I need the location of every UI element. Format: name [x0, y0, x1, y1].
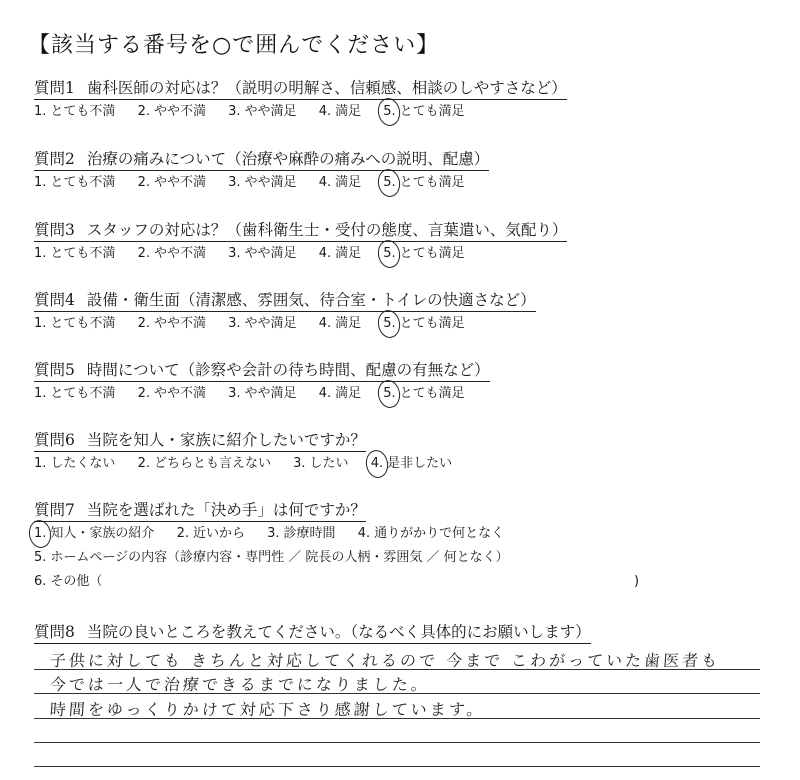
- q2-option-2[interactable]: 2. やや不満: [137, 175, 206, 190]
- q6-option-3[interactable]: 3. したい: [293, 456, 349, 471]
- q6-option-1[interactable]: 1. したくない: [34, 456, 116, 471]
- question-7-options-row-2: [34, 548, 764, 568]
- q6-option-2[interactable]: 2. どちらとも言えない: [137, 456, 271, 471]
- q4-option-4[interactable]: 4. 満足: [318, 316, 362, 331]
- question-2: [34, 149, 764, 193]
- q5-option-1[interactable]: 1. とても不満: [34, 386, 116, 401]
- question-4: [34, 290, 764, 334]
- handwritten-answer-line-2: 今では一人で治療できるまでになりました。: [49, 675, 431, 694]
- question-7-options-row-3: [34, 572, 764, 592]
- question-5: [34, 360, 764, 404]
- question-7: [34, 500, 764, 592]
- q3-option-2[interactable]: 2. やや不満: [137, 246, 206, 261]
- question-1-title: 質問1 歯科医師の対応は？（説明の明解さ、信頼感、相談のしやすさなど）: [34, 78, 567, 100]
- q2-option-3[interactable]: 3. やや満足: [228, 175, 297, 190]
- q3-option-5-selected[interactable]: 5. とても満足: [383, 244, 464, 264]
- answer-line-5: [34, 766, 760, 767]
- question-4-title: 質問4 設備・衛生面（清潔感、雰囲気、待合室・トイレの快適さなど）: [34, 290, 536, 312]
- q1-option-4[interactable]: 4. 満足: [318, 104, 362, 119]
- question-8: [34, 622, 764, 644]
- question-1: [34, 78, 764, 122]
- q7-option-1-selected[interactable]: 1. 知人・家族の紹介: [34, 524, 154, 544]
- q1-option-5-selected[interactable]: 5. とても満足: [383, 102, 464, 122]
- q1-option-2[interactable]: 2. やや不満: [137, 104, 206, 119]
- q2-option-5-selected[interactable]: 5. とても満足: [383, 173, 464, 193]
- question-3-options: [34, 244, 764, 264]
- question-3: [34, 220, 764, 264]
- q4-option-2[interactable]: 2. やや不満: [137, 316, 206, 331]
- q3-option-1[interactable]: 1. とても不満: [34, 246, 116, 261]
- instruction-header: 【該当する番号を○で囲んでください】: [28, 33, 440, 58]
- question-2-title: 質問2 治療の痛みについて（治療や麻酔の痛みへの説明、配慮）: [34, 149, 489, 171]
- q7-option-5[interactable]: 5. ホームページの内容（診療内容・専門性 ／ 院長の人柄・雰囲気 ／ 何となく）: [34, 550, 509, 565]
- q5-option-4[interactable]: 4. 満足: [318, 386, 362, 401]
- q4-option-1[interactable]: 1. とても不満: [34, 316, 116, 331]
- q7-option-6[interactable]: 6. その他（: [34, 574, 103, 589]
- question-6-options: [34, 454, 764, 474]
- question-2-options: [34, 173, 764, 193]
- q3-option-3[interactable]: 3. やや満足: [228, 246, 297, 261]
- q7-other-close-paren: ): [634, 574, 640, 589]
- question-1-options: [34, 102, 764, 122]
- q7-option-2[interactable]: 2. 近いから: [176, 526, 245, 541]
- q7-option-4[interactable]: 4. 通りがかりで何となく: [357, 526, 505, 541]
- q4-option-5-selected[interactable]: 5. とても満足: [383, 314, 464, 334]
- question-4-options: [34, 314, 764, 334]
- question-8-title: 質問8 当院の良いところを教えてください。（なるべく具体的にお願いします）: [34, 622, 591, 644]
- q4-option-3[interactable]: 3. やや満足: [228, 316, 297, 331]
- q3-option-4[interactable]: 4. 満足: [318, 246, 362, 261]
- q5-option-3[interactable]: 3. やや満足: [228, 386, 297, 401]
- answer-line-4: [34, 742, 760, 743]
- question-5-title: 質問5 時間について（診察や会計の待ち時間、配慮の有無など）: [34, 360, 490, 382]
- question-6: [34, 430, 764, 474]
- question-5-options: [34, 384, 764, 404]
- handwritten-answer-line-3: 時間をゆっくりかけて対応下さり感謝しています。: [49, 700, 487, 719]
- handwritten-answer-line-1: 子供に対しても きちんと対応してくれるので 今まで こわがっていた歯医者も: [49, 651, 721, 670]
- q1-option-1[interactable]: 1. とても不満: [34, 104, 116, 119]
- q6-option-4-selected[interactable]: 4. 是非したい: [371, 454, 452, 474]
- q2-option-1[interactable]: 1. とても不満: [34, 175, 116, 190]
- q7-option-3[interactable]: 3. 診療時間: [267, 526, 336, 541]
- question-7-options-row-1: [34, 524, 764, 544]
- q1-option-3[interactable]: 3. やや満足: [228, 104, 297, 119]
- question-7-title: 質問7 当院を選ばれた「決め手」は何ですか？: [34, 500, 366, 522]
- q5-option-5-selected[interactable]: 5. とても満足: [383, 384, 464, 404]
- question-6-title: 質問6 当院を知人・家族に紹介したいですか？: [34, 430, 366, 452]
- question-3-title: 質問3 スタッフの対応は？（歯科衛生士・受付の態度、言葉遣い、気配り）: [34, 220, 567, 242]
- q2-option-4[interactable]: 4. 満足: [318, 175, 362, 190]
- q5-option-2[interactable]: 2. やや不満: [137, 386, 206, 401]
